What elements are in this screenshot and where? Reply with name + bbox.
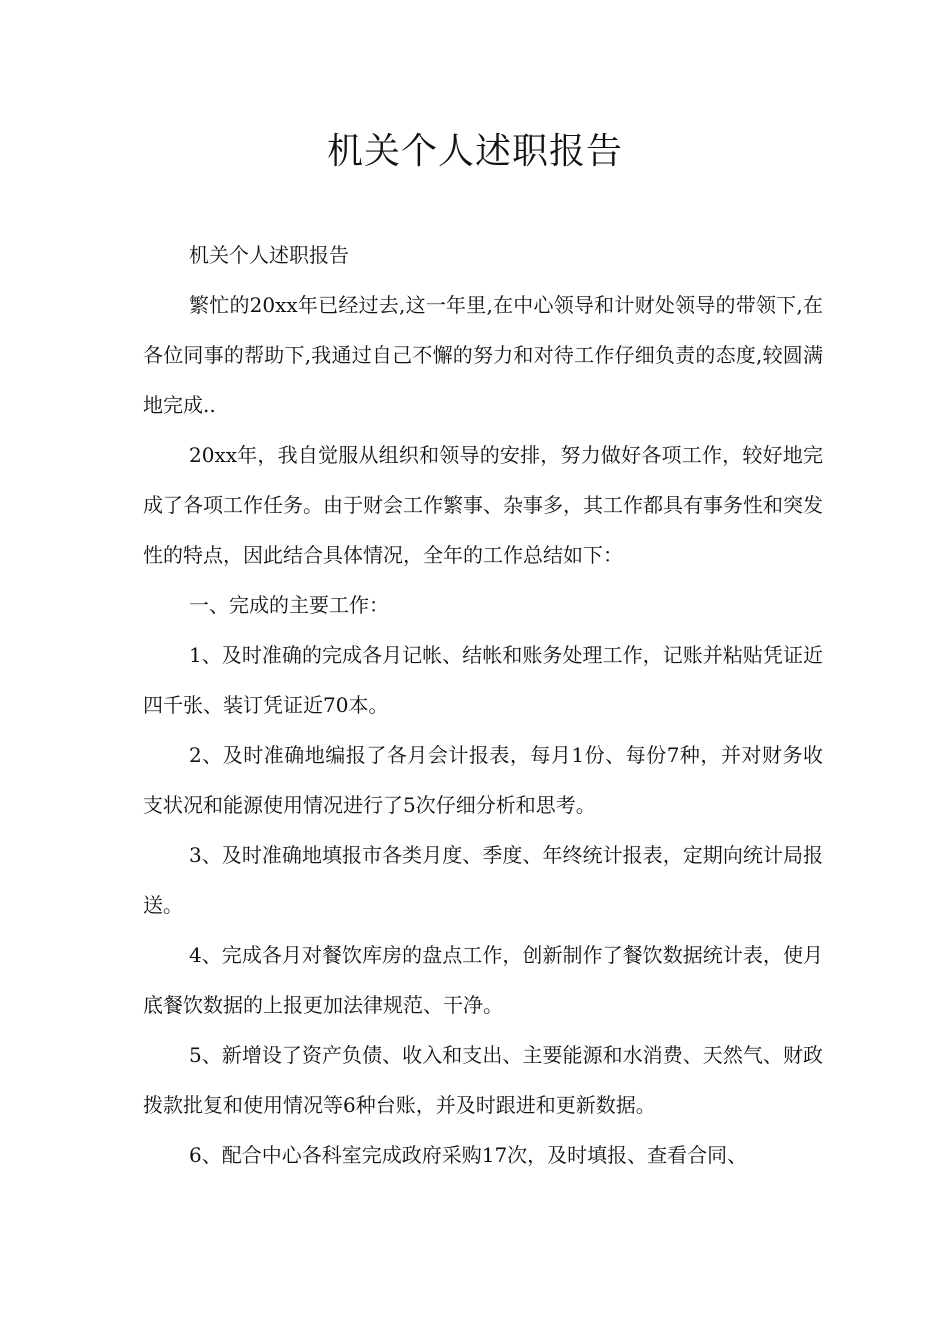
document-title: 机关个人述职报告: [326, 131, 623, 172]
work-item-1: 1、及时准确的完成各月记帐、结帐和账务处理工作，记账并粘贴凭证近四千张、装订凭证近70本。: [143, 643, 823, 717]
document-body: [143, 230, 823, 1180]
paragraph-subtitle: 机关个人述职报告: [189, 243, 349, 267]
work-item-6: 6、配合中心各科室完成政府采购17次，及时填报、查看合同、: [189, 1143, 748, 1167]
section-heading-main-work: 一、完成的主要工作：: [189, 593, 389, 617]
work-item-3: 3、及时准确地填报市各类月度、季度、年终统计报表，定期向统计局报送。: [143, 843, 823, 917]
work-item-2: 2、及时准确地编报了各月会计报表，每月1份、每份7种，并对财务收支状况和能源使用情况进行了5次仔细分析和思考。: [143, 743, 823, 817]
paragraph-intro: 繁忙的20xx年已经过去,这一年里,在中心领导和计财处领导的带领下,在各位同事的帮助下,我通过自己不懈的努力和对待工作仔细负责的态度,较圆满地完成..: [143, 293, 823, 417]
work-item-5: 5、新增设了资产负债、收入和支出、主要能源和水消费、天然气、财政拨款批复和使用情况等6种台账，并及时跟进和更新数据。: [143, 1043, 823, 1117]
work-item-4: 4、完成各月对餐饮库房的盘点工作，创新制作了餐饮数据统计表，使月底餐饮数据的上报更加法律规范、干净。: [143, 943, 823, 1017]
paragraph-summary: 20xx年，我自觉服从组织和领导的安排，努力做好各项工作，较好地完成了各项工作任务。由于财会工作繁事、杂事多，其工作都具有事务性和突发性的特点，因此结合具体情况，全年的工作总结如下：: [143, 443, 823, 567]
